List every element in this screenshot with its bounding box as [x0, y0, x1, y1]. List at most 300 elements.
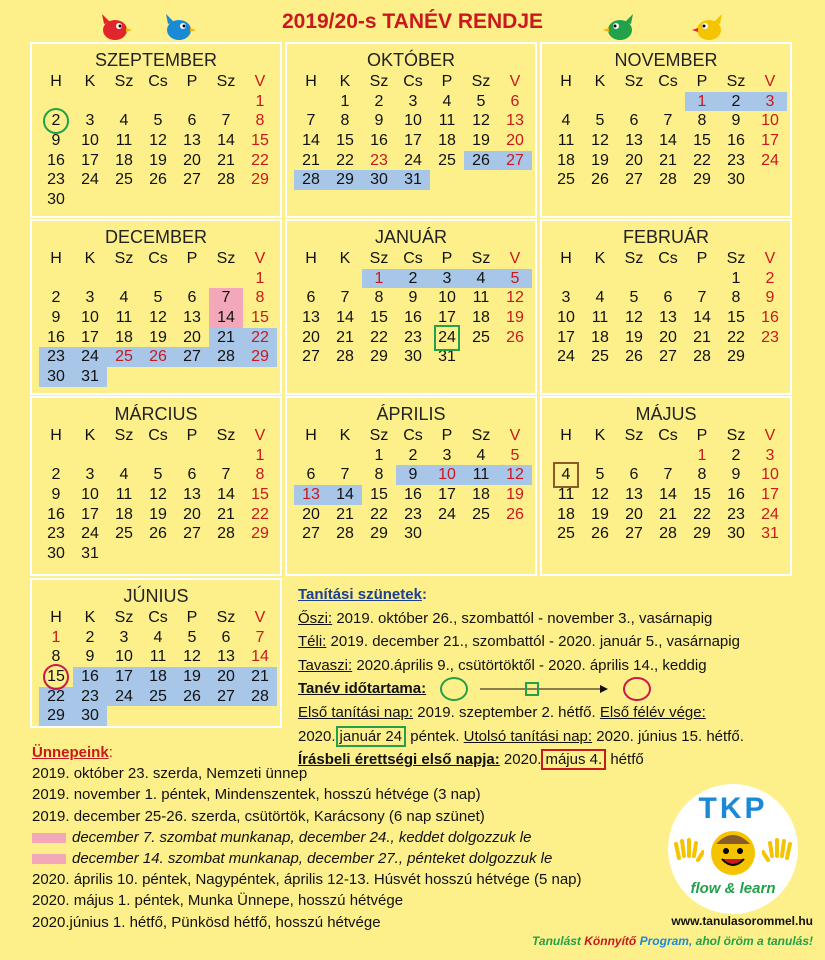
weekday-header: H [305, 73, 317, 90]
weekday-header: Cs [148, 250, 168, 267]
weekday-header: V [764, 250, 776, 267]
day-cell: 15 [693, 132, 711, 150]
day-cell: 16 [370, 132, 388, 150]
workday-marker-icon [32, 833, 66, 843]
day-cell: 9 [374, 112, 384, 130]
day-cell: 29 [727, 348, 745, 366]
day-cell: 4 [119, 466, 129, 484]
day-cell: 22 [251, 505, 269, 523]
day-cell: 18 [115, 151, 133, 169]
weekday-header: P [186, 250, 198, 267]
weekday-header-row [542, 426, 794, 446]
day-cell: 16 [81, 668, 99, 686]
week-row [542, 328, 794, 348]
day-cell: 5 [510, 446, 520, 464]
day-cell: 29 [693, 525, 711, 543]
day-cell: 23 [81, 687, 99, 705]
day-cell: 23 [47, 525, 65, 543]
day-cell: 19 [149, 151, 167, 169]
day-cell: 18 [149, 668, 167, 686]
weekday-header: V [254, 427, 266, 444]
day-cell: 30 [81, 707, 99, 725]
day-cell: 18 [557, 151, 575, 169]
day-cell: 22 [251, 328, 269, 346]
day-cell: 1 [340, 92, 350, 110]
weekday-header: Cs [658, 73, 678, 90]
day-cell: 13 [302, 309, 320, 327]
weekday-header: K [339, 427, 351, 444]
weekday-header: Sz [114, 73, 134, 90]
day-cell: 3 [765, 446, 775, 464]
week-row [542, 151, 794, 171]
day-cell: 17 [81, 505, 99, 523]
start-circle-icon [440, 677, 468, 701]
day-cell: 23 [404, 505, 422, 523]
week-row [542, 465, 794, 485]
day-cell: 17 [115, 668, 133, 686]
exam-label: Írásbeli érettségi első napja: [298, 751, 500, 769]
spring-text: 2020.április 9., csütörtöktől - 2020. április 14., keddig [352, 656, 707, 674]
day-cell: 7 [697, 289, 707, 307]
week-row [287, 328, 539, 348]
day-cell: 16 [404, 309, 422, 327]
square-mark [434, 325, 460, 351]
day-cell: 20 [217, 668, 235, 686]
day-cell: 28 [217, 171, 235, 189]
day-cell: 5 [153, 112, 163, 130]
day-cell: 28 [693, 348, 711, 366]
day-cell: 28 [302, 171, 320, 189]
week-row [32, 485, 284, 505]
day-cell: 12 [149, 309, 167, 327]
weekday-header: P [186, 73, 198, 90]
day-cell: 29 [370, 525, 388, 543]
day-cell: 21 [217, 505, 235, 523]
day-cell: 16 [761, 309, 779, 327]
week-row [287, 269, 539, 289]
month-calendar [287, 426, 539, 544]
day-cell: 5 [187, 628, 197, 646]
day-cell: 8 [697, 112, 707, 130]
weekday-header: K [84, 427, 96, 444]
day-cell: 13 [183, 486, 201, 504]
semester-end-box: január 24 [336, 726, 407, 747]
month-calendar [32, 249, 284, 387]
weekday-header: Sz [216, 250, 236, 267]
week-row [287, 308, 539, 328]
weekday-header: Cs [403, 250, 423, 267]
day-cell: 26 [506, 505, 524, 523]
day-cell: 31 [81, 368, 99, 386]
day-cell: 3 [85, 289, 95, 307]
weekday-header: Sz [216, 73, 236, 90]
day-cell: 4 [561, 466, 571, 484]
day-cell: 28 [659, 171, 677, 189]
day-cell: 27 [183, 348, 201, 366]
day-cell: 9 [765, 289, 775, 307]
month-name: DECEMBER [104, 227, 207, 247]
day-cell: 3 [85, 112, 95, 130]
month-name: JÚNIUS [123, 586, 189, 606]
day-cell: 24 [81, 525, 99, 543]
day-cell: 30 [370, 171, 388, 189]
day-cell: 26 [591, 525, 609, 543]
day-cell: 30 [727, 171, 745, 189]
school-year-info: Tanítási szünetek: Őszi: 2019. október 26., szombattól - november 3., vasárnapig Téli: 2019. december 21., szombattól - 2020. január 5., vasárnapig Tavaszi: 2020.április 9., csütörtöktől - 2020. április 14., keddig Tanév időtartama: Első tanítási nap: 2019. szeptember 2. hétfő. Első félév vége: 2020. január 24 péntek. Utolsó tanítási nap: 2020. június 15. hétfő. Írásbeli érettségi első napja: 2020. május 4. hétfő [298, 586, 744, 769]
day-cell: 10 [438, 289, 456, 307]
weekday-header: P [186, 427, 198, 444]
day-cell: 22 [336, 151, 354, 169]
page-title: 2019/20-s TANÉV RENDJE [281, 10, 544, 33]
day-cell: 8 [374, 466, 384, 484]
day-cell: 12 [149, 486, 167, 504]
day-cell: 14 [659, 132, 677, 150]
holidays-title: Ünnepeink [32, 744, 109, 761]
day-cell: 10 [81, 309, 99, 327]
day-cell: 20 [659, 328, 677, 346]
day-cell: 3 [765, 92, 775, 110]
day-cell: 10 [404, 112, 422, 130]
day-cell: 28 [217, 525, 235, 543]
month-8 [285, 396, 537, 576]
day-cell: 24 [81, 171, 99, 189]
day-cell: 18 [591, 328, 609, 346]
day-cell: 24 [115, 687, 133, 705]
day-cell: 5 [595, 466, 605, 484]
day-cell: 22 [251, 151, 269, 169]
day-cell: 23 [47, 171, 65, 189]
day-cell: 24 [761, 151, 779, 169]
day-cell: 16 [47, 328, 65, 346]
day-cell: 2 [51, 466, 61, 484]
day-cell: 11 [557, 132, 575, 150]
day-cell: 14 [302, 132, 320, 150]
week-row [32, 706, 284, 726]
week-row [287, 505, 539, 525]
day-cell: 15 [251, 486, 269, 504]
day-cell: 24 [761, 505, 779, 523]
day-cell: 2 [765, 269, 775, 287]
right-hand-icon [762, 838, 792, 868]
day-cell: 11 [149, 648, 167, 666]
weekday-header: Sz [726, 250, 746, 267]
weekday-header: H [560, 427, 572, 444]
day-cell: 12 [183, 648, 201, 666]
day-cell: 20 [625, 505, 643, 523]
day-cell: 19 [472, 132, 490, 150]
month-calendar [287, 249, 539, 367]
day-cell: 10 [81, 486, 99, 504]
week-row [32, 687, 284, 707]
day-cell: 22 [370, 505, 388, 523]
day-cell: 21 [302, 151, 320, 169]
weekday-header: K [84, 73, 96, 90]
week-row [542, 269, 794, 289]
week-row [32, 131, 284, 151]
day-cell: 15 [47, 668, 65, 686]
weekday-header: Cs [403, 427, 423, 444]
weekday-header: H [560, 250, 572, 267]
weekday-header: H [305, 250, 317, 267]
weekday-header: Sz [369, 250, 389, 267]
holiday-item: 2019. október 23. szerda, Nemzeti ünnep [32, 765, 308, 783]
week-row [32, 92, 284, 112]
day-cell: 26 [591, 171, 609, 189]
day-cell: 29 [251, 348, 269, 366]
day-cell: 12 [625, 309, 643, 327]
weekday-header: K [594, 250, 606, 267]
weekday-header: Cs [658, 427, 678, 444]
week-row [32, 170, 284, 190]
month-calendar [542, 426, 794, 544]
holiday-item: 2020.június 1. hétfő, Pünkösd hétfő, hosszú hétvége [32, 913, 381, 931]
day-cell: 25 [557, 171, 575, 189]
end-circle-icon [623, 677, 651, 701]
weekday-header: K [84, 609, 96, 626]
week-row [542, 446, 794, 466]
month-name: MÁRCIUS [114, 404, 198, 424]
day-cell: 25 [438, 151, 456, 169]
day-cell: 17 [81, 151, 99, 169]
weekday-header: V [764, 427, 776, 444]
week-row [287, 485, 539, 505]
weekday-header: Cs [148, 609, 168, 626]
weekday-header: V [764, 73, 776, 90]
day-cell: 24 [404, 151, 422, 169]
day-cell: 7 [663, 466, 673, 484]
day-cell: 21 [693, 328, 711, 346]
day-cell: 9 [731, 466, 741, 484]
day-cell: 13 [217, 648, 235, 666]
day-cell: 27 [302, 525, 320, 543]
day-cell: 17 [438, 309, 456, 327]
day-cell: 28 [336, 348, 354, 366]
day-cell: 16 [404, 486, 422, 504]
week-row [32, 328, 284, 348]
month-calendar [32, 426, 284, 564]
workday-marker-icon [32, 854, 66, 864]
day-cell: 7 [340, 289, 350, 307]
day-cell: 23 [47, 348, 65, 366]
day-cell: 25 [115, 348, 133, 366]
day-cell: 22 [693, 151, 711, 169]
weekday-header: K [594, 427, 606, 444]
month-name: ÁPRILIS [376, 404, 446, 424]
semester-pre: 2020. [298, 727, 336, 745]
day-cell: 29 [251, 525, 269, 543]
day-cell: 11 [115, 486, 133, 504]
day-cell: 25 [115, 171, 133, 189]
day-cell: 10 [761, 466, 779, 484]
weekday-header: K [594, 73, 606, 90]
day-cell: 17 [81, 328, 99, 346]
day-cell: 13 [183, 132, 201, 150]
day-cell: 9 [51, 132, 61, 150]
day-cell: 28 [336, 525, 354, 543]
day-cell: 7 [255, 628, 265, 646]
red-bird-icon [98, 10, 132, 44]
day-cell: 18 [472, 486, 490, 504]
day-cell: 17 [761, 486, 779, 504]
day-cell: 1 [51, 628, 61, 646]
day-cell: 23 [727, 151, 745, 169]
weekday-header-row [32, 249, 284, 269]
day-cell: 12 [149, 132, 167, 150]
day-cell: 2 [408, 269, 418, 287]
month-calendar [542, 249, 794, 367]
week-row [32, 288, 284, 308]
day-cell: 21 [336, 328, 354, 346]
day-cell: 5 [153, 466, 163, 484]
week-row [32, 647, 284, 667]
weekday-header: P [186, 609, 198, 626]
holiday-item: 2019. december 25-26. szerda, csütörtök, Karácsony (6 nap szünet) [32, 807, 485, 825]
weekday-header: H [50, 427, 62, 444]
day-cell: 4 [476, 269, 486, 287]
day-cell: 14 [217, 486, 235, 504]
weekday-header: K [84, 250, 96, 267]
day-cell: 20 [625, 151, 643, 169]
weekday-header: Sz [471, 250, 491, 267]
day-cell: 7 [221, 112, 231, 130]
month-2 [285, 42, 537, 218]
day-cell: 11 [557, 486, 575, 504]
day-cell: 29 [693, 171, 711, 189]
day-cell: 6 [629, 466, 639, 484]
blue-bird-icon [162, 10, 196, 44]
day-cell: 13 [302, 486, 320, 504]
day-cell: 19 [183, 668, 201, 686]
day-cell: 7 [221, 466, 231, 484]
month-calendar [32, 72, 284, 210]
day-cell: 14 [336, 486, 354, 504]
day-cell: 14 [217, 309, 235, 327]
day-cell: 22 [727, 328, 745, 346]
day-cell: 18 [438, 132, 456, 150]
footer-word: Könnyítő [584, 934, 637, 948]
day-cell: 25 [557, 525, 575, 543]
day-cell: 27 [625, 525, 643, 543]
weekday-header: H [50, 73, 62, 90]
day-cell: 11 [115, 132, 133, 150]
day-cell: 27 [183, 525, 201, 543]
day-cell: 2 [85, 628, 95, 646]
week-row [32, 524, 284, 544]
weekday-header: V [254, 73, 266, 90]
week-row [32, 190, 284, 210]
day-cell: 22 [370, 328, 388, 346]
week-row [32, 111, 284, 131]
day-cell: 2 [731, 446, 741, 464]
weekday-header: Sz [216, 427, 236, 444]
month-name: FEBRUÁR [622, 227, 709, 247]
weekday-header: Sz [624, 73, 644, 90]
day-cell: 30 [47, 368, 65, 386]
day-cell: 9 [731, 112, 741, 130]
weekday-header: V [254, 250, 266, 267]
day-cell: 15 [251, 132, 269, 150]
exam-post: hétfő [606, 751, 644, 769]
month-name: OKTÓBER [366, 50, 455, 70]
day-cell: 9 [408, 466, 418, 484]
day-cell: 2 [51, 112, 61, 130]
day-cell: 10 [115, 648, 133, 666]
left-hand-icon [674, 838, 704, 868]
week-row [32, 269, 284, 289]
weekday-header: P [441, 250, 453, 267]
day-cell: 14 [693, 309, 711, 327]
day-cell: 16 [47, 505, 65, 523]
week-row [32, 544, 284, 564]
day-cell: 5 [510, 269, 520, 287]
first-day-text: 2019. szeptember 2. hétfő. [413, 704, 596, 722]
day-cell: 31 [81, 545, 99, 563]
week-row [32, 446, 284, 466]
week-row [542, 131, 794, 151]
day-cell: 2 [408, 446, 418, 464]
day-cell: 8 [697, 466, 707, 484]
week-row [287, 131, 539, 151]
day-cell: 4 [595, 289, 605, 307]
day-cell: 11 [438, 112, 456, 130]
weekday-header: Sz [471, 427, 491, 444]
day-cell: 1 [255, 92, 265, 110]
weekday-header: Sz [369, 73, 389, 90]
day-cell: 19 [591, 151, 609, 169]
day-cell: 13 [659, 309, 677, 327]
day-cell: 24 [557, 348, 575, 366]
month-9 [540, 396, 792, 576]
day-cell: 26 [183, 687, 201, 705]
day-cell: 25 [591, 348, 609, 366]
week-row [542, 111, 794, 131]
day-cell: 13 [183, 309, 201, 327]
week-row [287, 111, 539, 131]
day-cell: 3 [442, 269, 452, 287]
day-cell: 6 [187, 289, 197, 307]
week-row [32, 628, 284, 648]
day-cell: 1 [374, 269, 384, 287]
day-cell: 27 [506, 151, 524, 169]
day-cell: 27 [183, 171, 201, 189]
day-cell: 12 [506, 289, 524, 307]
day-cell: 27 [659, 348, 677, 366]
day-cell: 5 [595, 112, 605, 130]
day-cell: 17 [761, 132, 779, 150]
day-cell: 9 [51, 486, 61, 504]
month-5 [285, 219, 537, 395]
month-name: NOVEMBER [614, 50, 718, 70]
day-cell: 29 [336, 171, 354, 189]
smiley-face-icon [708, 826, 758, 876]
day-cell: 19 [591, 505, 609, 523]
day-cell: 23 [404, 328, 422, 346]
day-cell: 10 [761, 112, 779, 130]
day-cell: 21 [217, 328, 235, 346]
circle-mark [43, 664, 69, 690]
week-row [32, 308, 284, 328]
day-cell: 30 [404, 348, 422, 366]
week-row [542, 170, 794, 190]
day-cell: 8 [255, 289, 265, 307]
day-cell: 14 [217, 132, 235, 150]
day-cell: 11 [472, 466, 490, 484]
day-cell: 15 [693, 486, 711, 504]
footer-url: www.tanulasorommel.hu [671, 914, 813, 928]
day-cell: 3 [408, 92, 418, 110]
day-cell: 14 [251, 648, 269, 666]
week-row [32, 367, 284, 387]
